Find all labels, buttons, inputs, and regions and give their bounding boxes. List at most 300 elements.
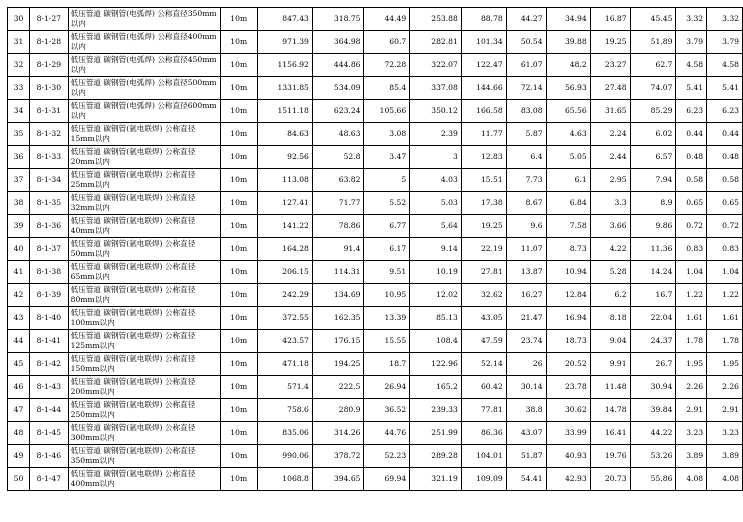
quota-code: 8-1-38 [30,261,69,284]
value-cell: 19.76 [590,445,630,468]
row-number: 30 [8,8,30,31]
value-cell: 108.4 [410,330,462,353]
item-description: 低压管道 碳钢管(电弧焊) 公称直径600mm以内 [68,100,220,123]
unit: 10m [220,330,257,353]
value-cell: 2.39 [410,123,462,146]
value-cell: 4.03 [410,169,462,192]
value-cell: 92.56 [257,146,312,169]
value-cell: 71.77 [312,192,364,215]
quota-code: 8-1-43 [30,376,69,399]
value-cell: 18.7 [364,353,410,376]
unit: 10m [220,192,257,215]
value-cell: 534.09 [312,77,364,100]
value-cell: 52.23 [364,445,410,468]
unit: 10m [220,123,257,146]
quota-code: 8-1-33 [30,146,69,169]
item-description: 低压管道 碳钢管(氩电联焊) 公称直径250mm以内 [68,399,220,422]
value-cell: 7.58 [546,215,590,238]
value-cell: 23.78 [546,376,590,399]
row-number: 42 [8,284,30,307]
value-cell: 5.41 [707,77,743,100]
unit: 10m [220,353,257,376]
row-number: 48 [8,422,30,445]
value-cell: 20.52 [546,353,590,376]
value-cell: 51.89 [630,31,676,54]
table-row [8,100,743,123]
value-cell: 27.81 [461,261,506,284]
quota-code: 8-1-28 [30,31,69,54]
value-cell: 1.04 [707,261,743,284]
value-cell: 54.41 [506,468,546,491]
value-cell: 52.14 [461,353,506,376]
value-cell: 33.99 [546,422,590,445]
value-cell: 3.79 [676,31,707,54]
row-number: 33 [8,77,30,100]
value-cell: 74.07 [630,77,676,100]
value-cell: 6.4 [506,146,546,169]
value-cell: 45.45 [630,8,676,31]
row-number: 32 [8,54,30,77]
value-cell: 23.74 [506,330,546,353]
value-cell: 11.77 [461,123,506,146]
value-cell: 165.2 [410,376,462,399]
value-cell: 0.72 [707,215,743,238]
value-cell: 318.75 [312,8,364,31]
value-cell: 5.64 [410,215,462,238]
value-cell: 5.41 [676,77,707,100]
value-cell: 69.94 [364,468,410,491]
value-cell: 101.34 [461,31,506,54]
table-row [8,123,743,146]
value-cell: 1331.85 [257,77,312,100]
value-cell: 444.86 [312,54,364,77]
table-row [8,169,743,192]
value-cell: 13.39 [364,307,410,330]
value-cell: 251.99 [410,422,462,445]
quota-code: 8-1-42 [30,353,69,376]
unit: 10m [220,399,257,422]
value-cell: 77.81 [461,399,506,422]
value-cell: 21.47 [506,307,546,330]
value-cell: 2.44 [590,146,630,169]
value-cell: 2.26 [707,376,743,399]
value-cell: 19.25 [590,31,630,54]
item-description: 低压管道 碳钢管(氩电联焊) 公称直径15mm以内 [68,123,220,146]
value-cell: 0.58 [676,169,707,192]
value-cell: 15.51 [461,169,506,192]
value-cell: 65.56 [546,100,590,123]
value-cell: 12.83 [461,146,506,169]
value-cell: 4.08 [707,468,743,491]
row-number: 45 [8,353,30,376]
value-cell: 0.65 [676,192,707,215]
row-number: 35 [8,123,30,146]
item-description: 低压管道 碳钢管(电弧焊) 公称直径400mm以内 [68,31,220,54]
unit: 10m [220,261,257,284]
unit: 10m [220,8,257,31]
value-cell: 14.24 [630,261,676,284]
value-cell: 14.78 [590,399,630,422]
item-description: 低压管道 碳钢管(电弧焊) 公称直径450mm以内 [68,54,220,77]
value-cell: 86.36 [461,422,506,445]
value-cell: 1511.18 [257,100,312,123]
value-cell: 6.23 [676,100,707,123]
value-cell: 30.62 [546,399,590,422]
value-cell: 30.14 [506,376,546,399]
unit: 10m [220,238,257,261]
row-number: 40 [8,238,30,261]
value-cell: 48.63 [312,123,364,146]
table-row [8,330,743,353]
value-cell: 6.2 [590,284,630,307]
value-cell: 1.61 [707,307,743,330]
value-cell: 31.65 [590,100,630,123]
value-cell: 10.95 [364,284,410,307]
value-cell: 847.43 [257,8,312,31]
value-cell: 9.91 [590,353,630,376]
value-cell: 39.84 [630,399,676,422]
value-cell: 50.54 [506,31,546,54]
table-row [8,215,743,238]
value-cell: 8.9 [630,192,676,215]
value-cell: 6.23 [707,100,743,123]
value-cell: 134.69 [312,284,364,307]
value-cell: 84.63 [257,123,312,146]
value-cell: 2.24 [590,123,630,146]
quota-code: 8-1-40 [30,307,69,330]
value-cell: 4.63 [546,123,590,146]
value-cell: 3.23 [707,422,743,445]
quota-code: 8-1-44 [30,399,69,422]
value-cell: 5.52 [364,192,410,215]
value-cell: 26.7 [630,353,676,376]
value-cell: 1.22 [707,284,743,307]
quota-code: 8-1-29 [30,54,69,77]
value-cell: 4.58 [707,54,743,77]
value-cell: 4.08 [676,468,707,491]
value-cell: 63.82 [312,169,364,192]
value-cell: 56.93 [546,77,590,100]
value-cell: 9.04 [590,330,630,353]
unit: 10m [220,169,257,192]
item-description: 低压管道 碳钢管(氩电联焊) 公称直径25mm以内 [68,169,220,192]
value-cell: 10.19 [410,261,462,284]
value-cell: 16.94 [546,307,590,330]
table-row [8,445,743,468]
item-description: 低压管道 碳钢管(氩电联焊) 公称直径350mm以内 [68,445,220,468]
item-description: 低压管道 碳钢管(氩电联焊) 公称直径125mm以内 [68,330,220,353]
item-description: 低压管道 碳钢管(氩电联焊) 公称直径20mm以内 [68,146,220,169]
value-cell: 3.89 [707,445,743,468]
value-cell: 1068.8 [257,468,312,491]
table-row [8,353,743,376]
value-cell: 3.89 [676,445,707,468]
value-cell: 166.58 [461,100,506,123]
value-cell: 43.07 [506,422,546,445]
unit: 10m [220,376,257,399]
row-number: 38 [8,192,30,215]
item-description: 低压管道 碳钢管(氩电联焊) 公称直径150mm以内 [68,353,220,376]
value-cell: 16.87 [590,8,630,31]
table-body [8,8,743,491]
value-cell: 44.27 [506,8,546,31]
value-cell: 85.13 [410,307,462,330]
item-description: 低压管道 碳钢管(电弧焊) 公称直径500mm以内 [68,77,220,100]
value-cell: 394.65 [312,468,364,491]
value-cell: 127.41 [257,192,312,215]
value-cell: 42.93 [546,468,590,491]
value-cell: 26 [506,353,546,376]
unit: 10m [220,468,257,491]
item-description: 低压管道 碳钢管(电弧焊) 公称直径350mm以内 [68,8,220,31]
unit: 10m [220,307,257,330]
value-cell: 289.28 [410,445,462,468]
value-cell: 18.73 [546,330,590,353]
value-cell: 72.14 [506,77,546,100]
quota-code: 8-1-45 [30,422,69,445]
value-cell: 5.28 [590,261,630,284]
quota-code: 8-1-36 [30,215,69,238]
value-cell: 6.57 [630,146,676,169]
value-cell: 5 [364,169,410,192]
value-cell: 0.58 [707,169,743,192]
value-cell: 990.06 [257,445,312,468]
value-cell: 7.73 [506,169,546,192]
quota-code: 8-1-46 [30,445,69,468]
value-cell: 1.22 [676,284,707,307]
value-cell: 61.07 [506,54,546,77]
value-cell: 0.48 [676,146,707,169]
value-cell: 471.18 [257,353,312,376]
value-cell: 11.07 [506,238,546,261]
table-row [8,468,743,491]
quota-code: 8-1-39 [30,284,69,307]
value-cell: 9.14 [410,238,462,261]
value-cell: 22.19 [461,238,506,261]
value-cell: 239.33 [410,399,462,422]
value-cell: 40.93 [546,445,590,468]
value-cell: 51.87 [506,445,546,468]
quota-code: 8-1-35 [30,192,69,215]
value-cell: 1156.92 [257,54,312,77]
value-cell: 1.78 [707,330,743,353]
value-cell: 38.8 [506,399,546,422]
value-cell: 6.02 [630,123,676,146]
value-cell: 43.05 [461,307,506,330]
value-cell: 253.88 [410,8,462,31]
value-cell: 23.27 [590,54,630,77]
quota-code: 8-1-47 [30,468,69,491]
row-number: 43 [8,307,30,330]
item-description: 低压管道 碳钢管(氩电联焊) 公称直径80mm以内 [68,284,220,307]
value-cell: 164.28 [257,238,312,261]
value-cell: 47.59 [461,330,506,353]
table-row [8,307,743,330]
quota-code: 8-1-41 [30,330,69,353]
value-cell: 39.88 [546,31,590,54]
value-cell: 3.3 [590,192,630,215]
row-number: 36 [8,146,30,169]
value-cell: 16.7 [630,284,676,307]
value-cell: 623.24 [312,100,364,123]
quota-code: 8-1-37 [30,238,69,261]
value-cell: 17.38 [461,192,506,215]
row-number: 50 [8,468,30,491]
value-cell: 32.62 [461,284,506,307]
value-cell: 11.48 [590,376,630,399]
value-cell: 378.72 [312,445,364,468]
value-cell: 16.41 [590,422,630,445]
value-cell: 758.6 [257,399,312,422]
value-cell: 48.2 [546,54,590,77]
item-description: 低压管道 碳钢管(氩电联焊) 公称直径400mm以内 [68,468,220,491]
value-cell: 10.94 [546,261,590,284]
value-cell: 5.05 [546,146,590,169]
value-cell: 60.7 [364,31,410,54]
unit: 10m [220,215,257,238]
unit: 10m [220,445,257,468]
value-cell: 44.49 [364,8,410,31]
value-cell: 53.26 [630,445,676,468]
value-cell: 11.36 [630,238,676,261]
unit: 10m [220,31,257,54]
item-description: 低压管道 碳钢管(氩电联焊) 公称直径40mm以内 [68,215,220,238]
value-cell: 60.42 [461,376,506,399]
value-cell: 322.07 [410,54,462,77]
value-cell: 24.37 [630,330,676,353]
value-cell: 1.95 [707,353,743,376]
value-cell: 30.94 [630,376,676,399]
value-cell: 364.98 [312,31,364,54]
value-cell: 3.47 [364,146,410,169]
value-cell: 194.25 [312,353,364,376]
value-cell: 1.78 [676,330,707,353]
value-cell: 22.04 [630,307,676,330]
value-cell: 9.51 [364,261,410,284]
value-cell: 0.72 [676,215,707,238]
quota-code: 8-1-32 [30,123,69,146]
table-row [8,31,743,54]
table-row [8,77,743,100]
value-cell: 52.8 [312,146,364,169]
value-cell: 5.03 [410,192,462,215]
value-cell: 971.39 [257,31,312,54]
table-row [8,54,743,77]
value-cell: 19.25 [461,215,506,238]
value-cell: 85.29 [630,100,676,123]
value-cell: 280.9 [312,399,364,422]
value-cell: 206.15 [257,261,312,284]
value-cell: 72.28 [364,54,410,77]
value-cell: 0.48 [707,146,743,169]
table-row [8,422,743,445]
value-cell: 109.09 [461,468,506,491]
value-cell: 6.84 [546,192,590,215]
value-cell: 12.84 [546,284,590,307]
value-cell: 3.23 [676,422,707,445]
row-number: 34 [8,100,30,123]
unit: 10m [220,54,257,77]
table-row [8,192,743,215]
value-cell: 122.47 [461,54,506,77]
value-cell: 162.35 [312,307,364,330]
row-number: 44 [8,330,30,353]
value-cell: 1.95 [676,353,707,376]
value-cell: 3 [410,146,462,169]
row-number: 39 [8,215,30,238]
value-cell: 85.4 [364,77,410,100]
value-cell: 4.22 [590,238,630,261]
value-cell: 282.81 [410,31,462,54]
value-cell: 0.44 [707,123,743,146]
value-cell: 835.06 [257,422,312,445]
value-cell: 2.91 [707,399,743,422]
value-cell: 5.87 [506,123,546,146]
row-number: 49 [8,445,30,468]
value-cell: 7.94 [630,169,676,192]
value-cell: 13.87 [506,261,546,284]
value-cell: 176.15 [312,330,364,353]
item-description: 低压管道 碳钢管(氩电联焊) 公称直径100mm以内 [68,307,220,330]
value-cell: 314.26 [312,422,364,445]
value-cell: 242.29 [257,284,312,307]
quota-code: 8-1-34 [30,169,69,192]
value-cell: 8.67 [506,192,546,215]
row-number: 37 [8,169,30,192]
value-cell: 88.78 [461,8,506,31]
value-cell: 0.83 [676,238,707,261]
value-cell: 15.55 [364,330,410,353]
value-cell: 1.61 [676,307,707,330]
value-cell: 44.22 [630,422,676,445]
row-number: 41 [8,261,30,284]
value-cell: 8.73 [546,238,590,261]
value-cell: 20.73 [590,468,630,491]
table-row [8,284,743,307]
value-cell: 0.83 [707,238,743,261]
row-number: 31 [8,31,30,54]
quota-code: 8-1-30 [30,77,69,100]
value-cell: 83.08 [506,100,546,123]
value-cell: 3.32 [676,8,707,31]
quota-code: 8-1-31 [30,100,69,123]
quota-code: 8-1-27 [30,8,69,31]
value-cell: 8.18 [590,307,630,330]
value-cell: 26.94 [364,376,410,399]
value-cell: 27.48 [590,77,630,100]
table-row [8,146,743,169]
value-cell: 9.86 [630,215,676,238]
value-cell: 55.86 [630,468,676,491]
value-cell: 91.4 [312,238,364,261]
value-cell: 571.4 [257,376,312,399]
value-cell: 144.66 [461,77,506,100]
value-cell: 104.01 [461,445,506,468]
value-cell: 1.04 [676,261,707,284]
table-row [8,399,743,422]
item-description: 低压管道 碳钢管(氩电联焊) 公称直径50mm以内 [68,238,220,261]
table-row [8,261,743,284]
value-cell: 372.55 [257,307,312,330]
unit: 10m [220,77,257,100]
value-cell: 4.58 [676,54,707,77]
value-cell: 222.5 [312,376,364,399]
item-description: 低压管道 碳钢管(氩电联焊) 公称直径32mm以内 [68,192,220,215]
unit: 10m [220,146,257,169]
row-number: 47 [8,399,30,422]
value-cell: 6.17 [364,238,410,261]
value-cell: 423.57 [257,330,312,353]
